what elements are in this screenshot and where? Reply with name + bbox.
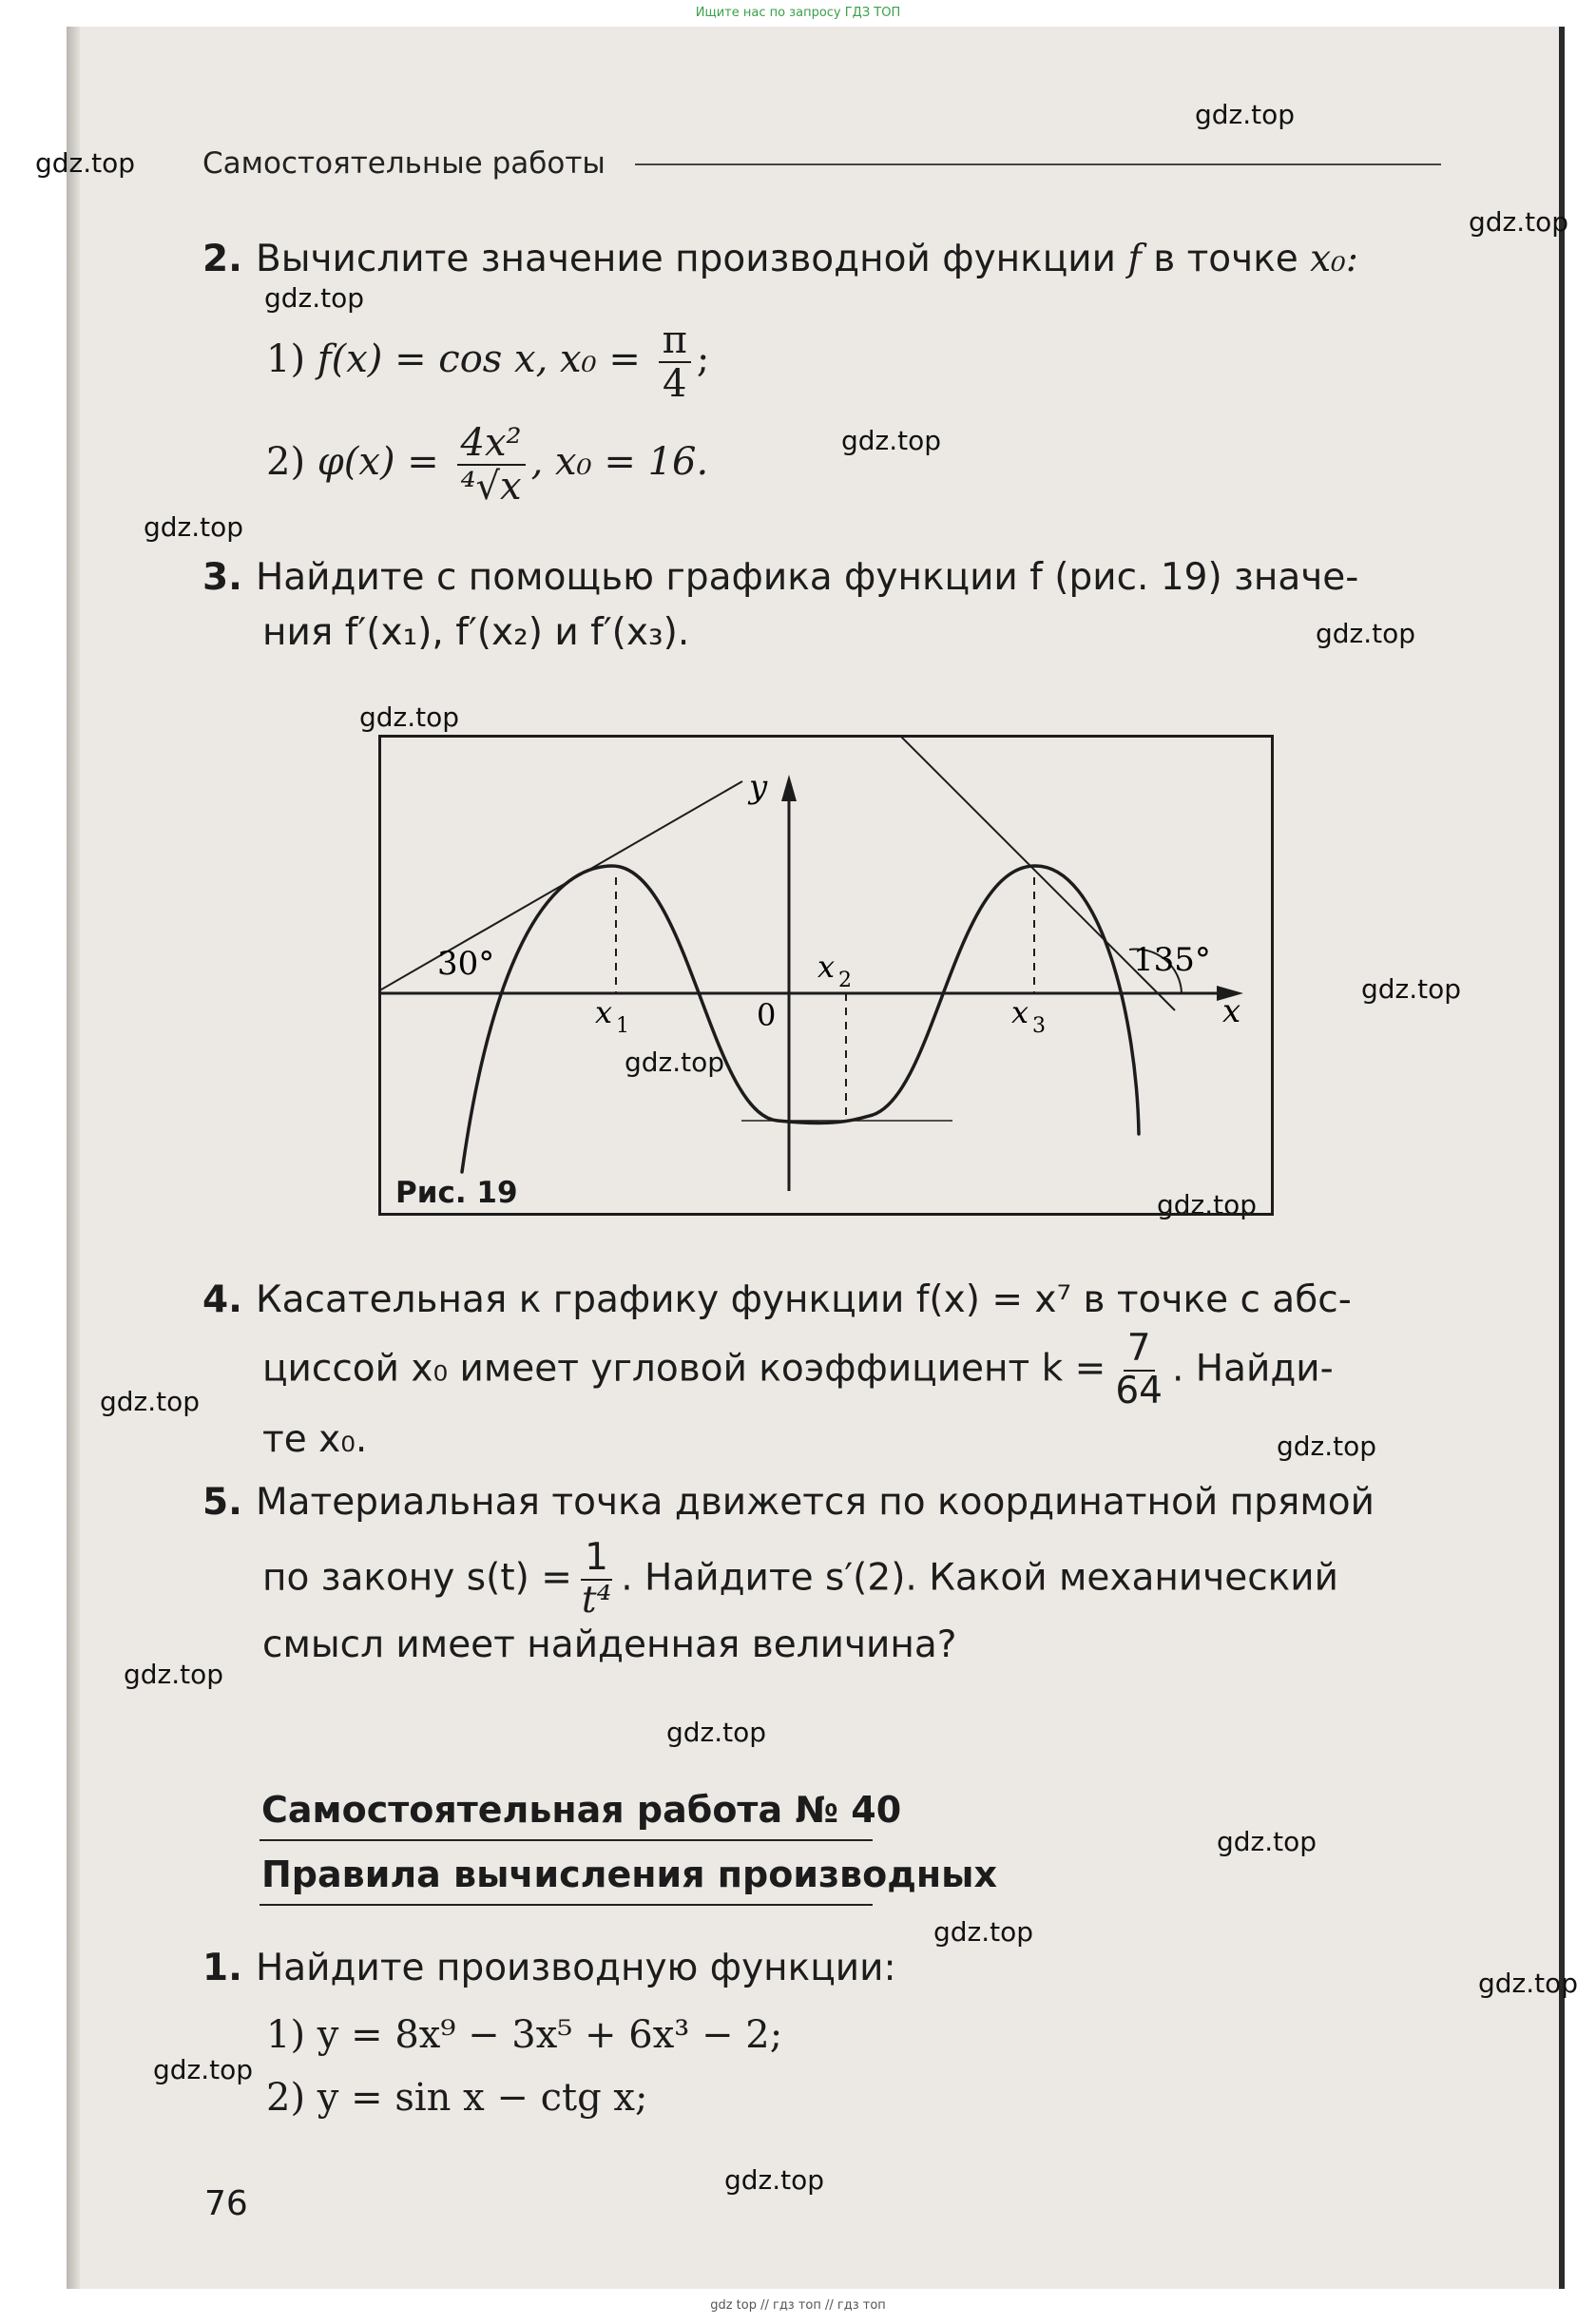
watermark: gdz.top xyxy=(100,1386,201,1417)
angle-label-135: 135° xyxy=(1133,941,1211,979)
watermark: gdz.top xyxy=(933,1916,1034,1948)
watermark: gdz.top xyxy=(1277,1431,1377,1462)
task-2-item-2 xyxy=(266,422,708,508)
task-1-item-2: 2) y = sin x − ctg x; xyxy=(266,2076,648,2120)
item-number: 2) xyxy=(266,440,306,484)
watermark: gdz.top xyxy=(359,701,460,733)
fraction xyxy=(659,319,691,405)
tangent-line-135 xyxy=(890,735,1175,1010)
fraction-numerator: π xyxy=(659,319,691,363)
fraction-denominator: ⁴√x xyxy=(460,465,522,509)
watermark: gdz.top xyxy=(264,282,365,314)
watermark: gdz.top xyxy=(625,1047,725,1078)
watermark: gdz.top xyxy=(1217,1826,1317,1857)
task-text: Найдите производную функции: xyxy=(255,1947,896,1989)
task-text: Касательная к графику функции f(x) = x⁷ в точке с абс- xyxy=(255,1278,1352,1321)
task-4-line-1 xyxy=(202,1278,1352,1321)
item-number: 1) xyxy=(266,337,306,381)
task-number: 5. xyxy=(202,1481,242,1524)
fraction xyxy=(1111,1329,1166,1412)
task-number: 1. xyxy=(202,1947,242,1989)
task-4-line-2 xyxy=(262,1329,1334,1412)
fraction-numerator: 1 xyxy=(581,1538,612,1581)
task-2-item-1 xyxy=(266,319,709,405)
task-5-line-3: смысл имеет найденная величина? xyxy=(262,1623,957,1666)
watermark: gdz.top xyxy=(35,147,136,179)
x1-subscript: 1 xyxy=(616,1014,629,1038)
watermark: gdz.top xyxy=(124,1659,224,1690)
figure-caption: Рис. 19 xyxy=(395,1176,518,1210)
task-1-item-1: 1) y = 8x⁹ − 3x⁵ + 6x³ − 2; xyxy=(266,2013,783,2057)
figure-19-graph xyxy=(378,735,1274,1216)
page-number: 76 xyxy=(204,2184,248,2223)
task-text: в точке xyxy=(1153,238,1298,280)
watermark: gdz.top xyxy=(724,2164,825,2196)
point-symbol: x₀: xyxy=(1310,238,1358,280)
x2-label: x xyxy=(817,949,836,985)
watermark: gdz.top xyxy=(1361,973,1462,1005)
watermark: gdz.top xyxy=(153,2054,254,2085)
fraction-denominator: 64 xyxy=(1115,1369,1163,1412)
fraction-numerator: 7 xyxy=(1124,1329,1155,1372)
y-axis-arrow-icon xyxy=(781,775,797,801)
section-subtitle: Правила вычисления производных xyxy=(261,1853,998,1895)
function-symbol: f xyxy=(1127,238,1142,280)
page-edge xyxy=(1559,27,1565,2289)
section-title: Самостоятельная работа № 40 xyxy=(261,1789,902,1831)
task-text: по закону s(t) = xyxy=(262,1556,572,1600)
origin-label: 0 xyxy=(757,997,777,1033)
site-search-note[interactable]: Ищите нас по запросу ГДЗ ТОП xyxy=(695,6,901,20)
task-text: . Найди- xyxy=(1171,1347,1334,1391)
watermark: gdz.top xyxy=(1157,1189,1258,1220)
task-text: . Найдите s′(2). Какой механический xyxy=(621,1556,1338,1600)
task-text: Найдите с помощью графика функции f (рис. 19) значе- xyxy=(255,556,1359,599)
fraction-denominator: t⁴ xyxy=(581,1578,612,1622)
watermark: gdz.top xyxy=(666,1717,767,1748)
task-number: 2. xyxy=(202,238,242,280)
x2-subscript: 2 xyxy=(838,969,852,992)
angle-label-30: 30° xyxy=(437,945,495,983)
site-footer-note[interactable]: gdz top // гдз топ // гдз топ xyxy=(710,2298,886,2313)
task-number: 4. xyxy=(202,1278,242,1321)
task-4-line-3: те x₀. xyxy=(262,1418,368,1461)
task-text: циссой x₀ имеет угловой коэффициент k = xyxy=(262,1347,1106,1391)
x-axis-label: x xyxy=(1222,992,1241,1030)
item-expression: f(x) = cos x, x₀ = xyxy=(317,337,641,381)
task-5-line-2 xyxy=(262,1538,1338,1622)
fraction-denominator: 4 xyxy=(662,362,687,406)
task-3-line-2: ния f′(x₁), f′(x₂) и f′(x₃). xyxy=(262,611,690,654)
watermark: gdz.top xyxy=(1478,1968,1579,1999)
item-expression: φ(x) = xyxy=(317,440,439,484)
task-2-statement xyxy=(202,238,1358,280)
task-1-statement xyxy=(202,1947,896,1989)
task-text: Материальная точка движется по координатной прямой xyxy=(255,1481,1375,1524)
x3-label: x xyxy=(1011,994,1029,1030)
section-subtitle-rule xyxy=(260,1904,873,1906)
header-rule xyxy=(635,163,1441,165)
task-text: Вычислите значение производной функции xyxy=(255,238,1116,280)
task-3-line-1 xyxy=(202,556,1358,599)
x1-label: x xyxy=(595,994,613,1030)
item-expression: , x₀ = 16. xyxy=(530,440,709,484)
running-header: Самостоятельные работы xyxy=(202,146,606,181)
page-gutter xyxy=(67,27,80,2289)
fraction-numerator: 4x² xyxy=(457,422,526,466)
fraction xyxy=(457,422,526,508)
watermark: gdz.top xyxy=(841,425,942,456)
task-number: 3. xyxy=(202,556,242,599)
watermark: gdz.top xyxy=(144,511,244,543)
watermark: gdz.top xyxy=(1195,99,1296,130)
punctuation: ; xyxy=(696,337,710,381)
fraction xyxy=(578,1538,615,1622)
task-5-line-1 xyxy=(202,1481,1375,1524)
x3-subscript: 3 xyxy=(1032,1014,1046,1038)
watermark: gdz.top xyxy=(1316,618,1416,649)
watermark: gdz.top xyxy=(1469,206,1569,238)
section-title-rule xyxy=(260,1839,873,1841)
y-axis-label: y xyxy=(749,768,768,806)
